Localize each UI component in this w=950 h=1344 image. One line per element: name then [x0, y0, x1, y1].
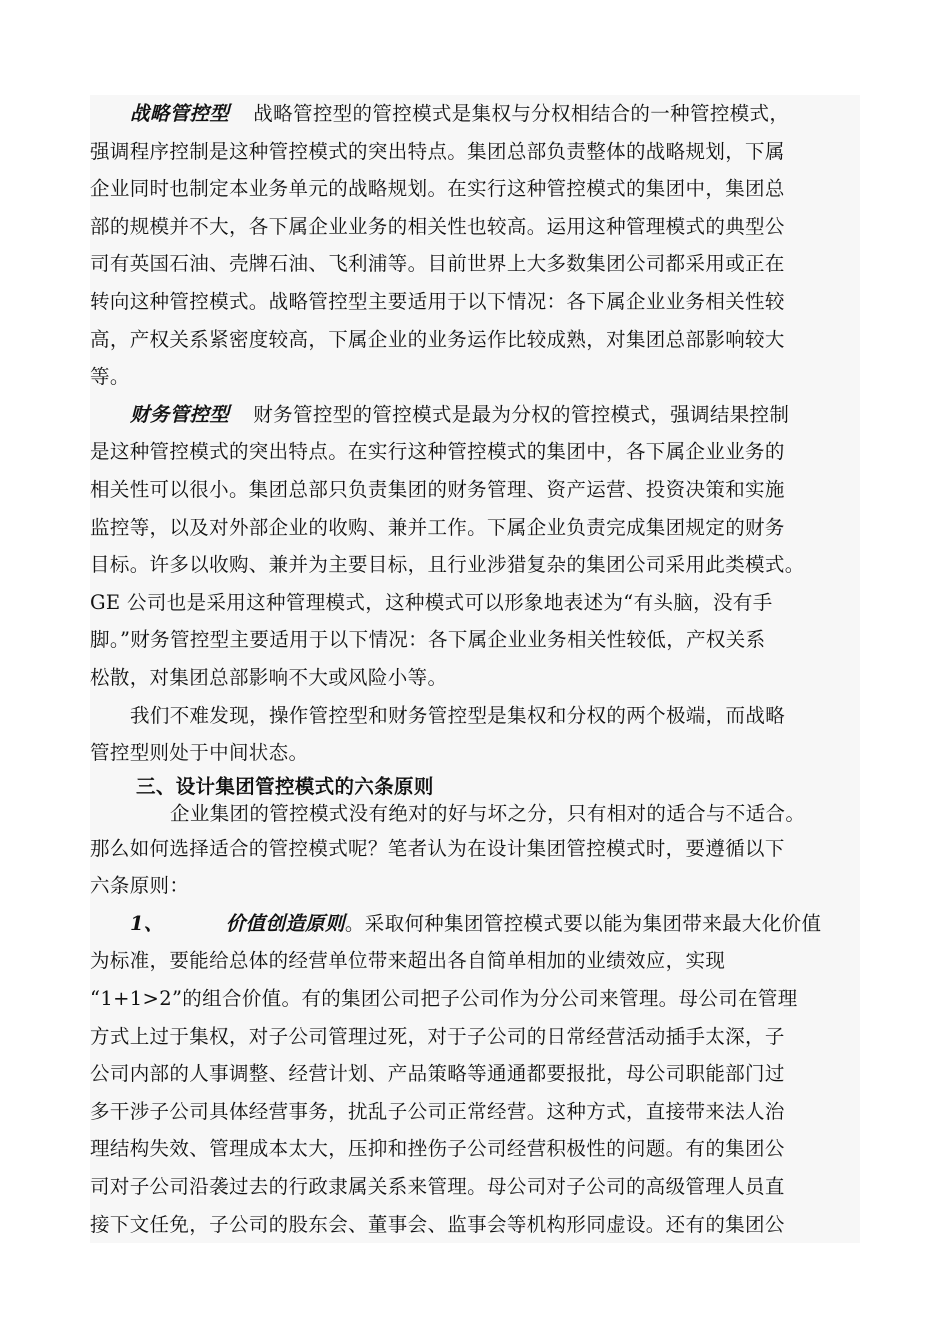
paragraph-line: 那么如何选择适合的管控模式呢？笔者认为在设计集团管控模式时，要遵循以下	[90, 836, 785, 860]
paragraph-line: 松散，对集团总部影响不大或风险小等。	[90, 665, 448, 689]
paragraph-line: 企业集团的管控模式没有绝对的好与坏之分，只有相对的适合与不适合。	[170, 801, 806, 825]
paragraph-line	[90, 396, 860, 434]
paragraph-line: 目标。许多以收购、兼并为主要目标，且行业涉猎复杂的集团公司采用此类模式。	[90, 553, 805, 577]
paragraph-line: 部的规模并不大，各下属企业业务的相关性也较高。运用这种管理模式的典型公	[90, 214, 785, 238]
paragraph-line: 方式上过于集权，对子公司管理过死，对于子公司的日常经营活动插手太深，子	[90, 1024, 785, 1048]
paragraph-line: 企业同时也制定本业务单元的战略规划。在实行这种管控模式的集团中，集团总	[90, 177, 785, 201]
paragraph-line: 转向这种管控模式。战略管控型主要适用于以下情况：各下属企业业务相关性较	[90, 289, 785, 313]
paragraph-line: 六条原则：	[90, 874, 190, 898]
paragraph-line: GE 公司也是采用这种管理模式，这种模式可以形象地表述为“有头脑，没有手	[90, 590, 773, 614]
paragraph-line: 监控等，以及对外部企业的收购、兼并工作。下属企业负责完成集团规定的财务	[90, 515, 785, 539]
paragraph-line: 司对子公司沿袭过去的行政隶属关系来管理。母公司对子公司的高级管理人员直	[90, 1175, 785, 1199]
paragraph-text: 。采取何种集团管控模式要以能为集团带来最大化价值	[344, 911, 822, 935]
document-body	[90, 95, 860, 1243]
paragraph-line: 为标准，要能给总体的经营单位带来超出各自简单相加的业绩效应，实现	[90, 949, 726, 973]
paragraph-line: 等。	[90, 365, 130, 389]
paragraph-line: 理结构失效、管理成本太大，压抑和挫伤子公司经营积极性的问题。有的集团公	[90, 1137, 785, 1161]
term-value-creation: 价值创造原则	[225, 911, 345, 935]
term-financial-control: 财务管控型	[130, 402, 230, 426]
term-strategic-control: 战略管控型	[130, 102, 230, 125]
paragraph-line	[90, 95, 860, 133]
paragraph-line: 管控型则处于中间状态。	[90, 741, 309, 765]
paragraph-line: 高，产权关系紧密度较高，下属企业的业务运作比较成熟，对集团总部影响较大	[90, 327, 785, 351]
paragraph-line: 司有英国石油、壳牌石油、飞利浦等。目前世界上大多数集团公司都采用或正在	[90, 252, 785, 276]
paragraph-line: 我们不难发现，操作管控型和财务管控型是集权和分权的两个极端，而战略	[130, 703, 786, 727]
paragraph-line: 相关性可以很小。集团总部只负责集团的财务管理、资产运营、投资决策和实施	[90, 477, 785, 501]
paragraph-line: 是这种管控模式的突出特点。在实行这种管控模式的集团中，各下属企业业务的	[90, 440, 785, 464]
paragraph-line: 强调程序控制是这种管控模式的突出特点。集团总部负责整体的战略规划，下属	[90, 139, 785, 163]
paragraph-line: “1+1>2”的组合价值。有的集团公司把子公司作为分公司来管理。母公司在管理	[90, 987, 798, 1011]
paragraph-line	[90, 905, 860, 943]
paragraph-text: 财务管控型的管控模式是最为分权的管控模式，强调结果控制	[253, 402, 790, 426]
paragraph-line: 公司内部的人事调整、经营计划、产品策略等通通都要报批，母公司职能部门过	[90, 1062, 785, 1086]
paragraph-line: 脚。”财务管控型主要适用于以下情况：各下属企业业务相关性较低，产权关系	[90, 628, 766, 652]
paragraph-line: 多干涉子公司具体经营事务，扰乱子公司正常经营。这种方式，直接带来法人治	[90, 1099, 785, 1123]
paragraph-text: 战略管控型的管控模式是集权与分权相结合的一种管控模式，	[253, 102, 790, 125]
paragraph-line: 接下文任免，子公司的股东会、董事会、监事会等机构形同虚设。还有的集团公	[90, 1212, 785, 1236]
section-heading: 三、设计集团管控模式的六条原则	[136, 774, 434, 798]
list-number: 1、	[130, 911, 164, 935]
